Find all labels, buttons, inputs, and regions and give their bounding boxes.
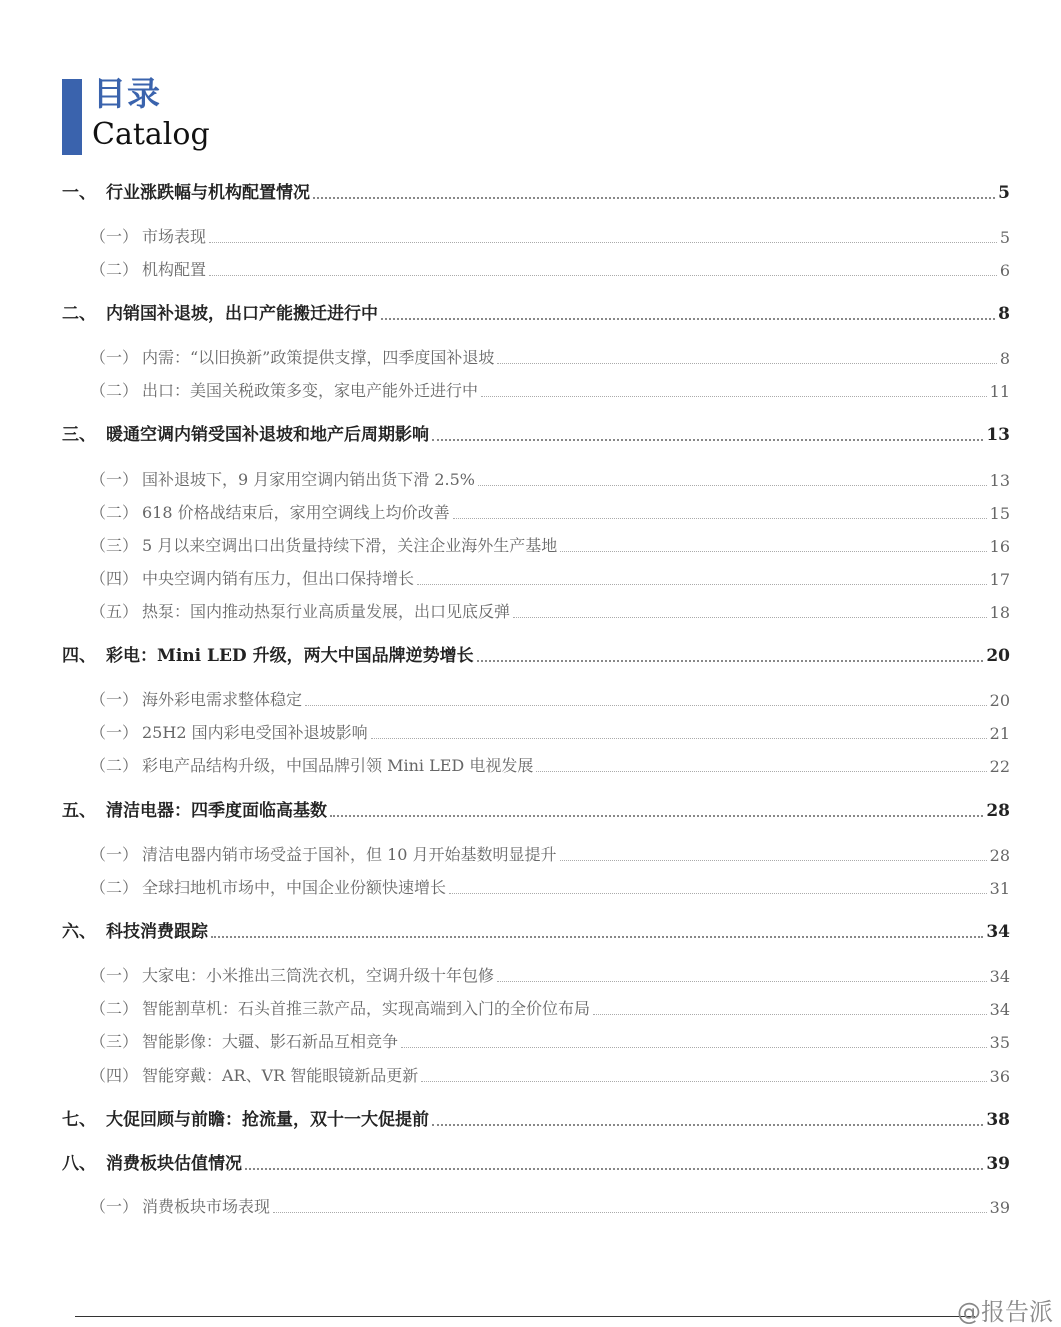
- toc-chapter-entry[interactable]: [62, 799, 1010, 821]
- toc-entry-page: 31: [989, 879, 1010, 898]
- watermark: @报告派: [957, 1298, 1053, 1326]
- toc-entry-number: （五）: [90, 602, 139, 621]
- toc-entry-page: 34: [986, 922, 1010, 942]
- toc-entry-page: 28: [989, 846, 1010, 865]
- toc-leader-dots: [536, 755, 986, 772]
- toc-entry-title: 彩电：Mini LED 升级，两大中国品牌逆势增长: [106, 646, 474, 666]
- toc-entry-page: 16: [989, 537, 1010, 556]
- toc-entry-title: 清洁电器：四季度面临高基数: [106, 801, 327, 821]
- toc-entry-page: 28: [986, 801, 1010, 821]
- toc-entry-title: 科技消费跟踪: [106, 922, 208, 942]
- toc-entry-page: 38: [986, 1110, 1010, 1130]
- toc-entry-title: 消费板块市场表现: [142, 1197, 271, 1216]
- toc-entry-number: （二）: [90, 260, 139, 279]
- toc-entry-title: 中央空调内销有压力，但出口保持增长: [142, 569, 415, 588]
- toc-leader-dots: [432, 422, 983, 441]
- toc-entry-title: 国补退坡下，9 月家用空调内销出货下滑 2.5%: [142, 470, 476, 489]
- toc-entry-title: 海外彩电需求整体稳定: [142, 690, 303, 709]
- toc-entry-page: 21: [989, 724, 1010, 743]
- toc-entry-number: （一）: [90, 227, 139, 246]
- toc-entry-number: 五、: [62, 801, 96, 821]
- toc-section-entry[interactable]: [62, 501, 1010, 523]
- toc-section-entry[interactable]: [62, 468, 1010, 490]
- toc-section-entry[interactable]: [62, 600, 1010, 622]
- toc-entry-number: （一）: [90, 470, 139, 489]
- toc-entry-title: 清洁电器内销市场受益于国补，但 10 月开始基数明显提升: [142, 845, 557, 864]
- toc-entry-title: 热泵：国内推动热泵行业高质量发展，出口见底反弹: [142, 602, 511, 621]
- toc-entry-title: 内销国补退坡，出口产能搬迁进行中: [106, 304, 378, 324]
- toc-section-entry[interactable]: [62, 567, 1010, 589]
- toc-section-entry[interactable]: [62, 876, 1010, 898]
- toc-leader-dots: [478, 469, 987, 486]
- toc-leader-dots: [560, 535, 986, 552]
- page-subtitle: Catalog: [92, 117, 210, 152]
- toc-entry-number: 八、: [62, 1154, 96, 1174]
- toc-entry-page: 5: [998, 183, 1010, 203]
- toc-entry-page: 35: [989, 1033, 1010, 1052]
- toc-chapter-entry[interactable]: [62, 181, 1010, 203]
- toc-leader-dots: [313, 180, 995, 199]
- toc-leader-dots: [381, 301, 995, 320]
- toc-entry-page: 8: [999, 349, 1010, 368]
- toc-entry-title: 行业涨跌幅与机构配置情况: [106, 183, 310, 203]
- toc-section-entry[interactable]: [62, 1064, 1010, 1086]
- toc-entry-page: 34: [989, 1000, 1010, 1019]
- toc-entry-title: 25H2 国内彩电受国补退坡影响: [142, 723, 368, 742]
- toc-entry-title: 消费板块估值情况: [106, 1154, 242, 1174]
- toc-entry-page: 22: [989, 757, 1010, 776]
- toc-section-entry[interactable]: [62, 997, 1010, 1019]
- toc-entry-title: 内需：“以旧换新”政策提供支撑，四季度国补退坡: [142, 348, 495, 367]
- toc-entry-number: （二）: [90, 756, 139, 775]
- toc-entry-page: 13: [986, 425, 1010, 445]
- toc-chapter-entry[interactable]: [62, 644, 1010, 666]
- toc-entry-title: 618 价格战结束后，家用空调线上均价改善: [142, 503, 450, 522]
- toc-entry-number: （二）: [90, 878, 139, 897]
- toc-entry-number: 七、: [62, 1110, 96, 1130]
- toc-leader-dots: [477, 643, 984, 662]
- toc-entry-title: 智能割草机：石头首推三款产品，实现高端到入门的全价位布局: [142, 999, 591, 1018]
- toc-entry-page: 39: [986, 1154, 1010, 1174]
- toc-leader-dots: [371, 722, 987, 739]
- page-title: 目录: [93, 74, 161, 113]
- toc-entry-title: 5 月以来空调出口出货量持续下滑，关注企业海外生产基地: [142, 536, 558, 555]
- toc-leader-dots: [497, 347, 996, 364]
- toc-entry-page: 18: [989, 603, 1010, 622]
- toc-entry-number: 三、: [62, 425, 96, 445]
- toc-leader-dots: [432, 1107, 983, 1126]
- toc-entry-title: 彩电产品结构升级，中国品牌引领 Mini LED 电视发展: [142, 756, 534, 775]
- toc-entry-page: 8: [998, 304, 1010, 324]
- toc-entry-number: （四）: [90, 1066, 139, 1085]
- toc-entry-page: 20: [986, 646, 1010, 666]
- toc-leader-dots: [417, 568, 987, 585]
- toc-entry-number: （一）: [90, 1197, 139, 1216]
- toc-entry-page: 36: [989, 1067, 1010, 1086]
- toc-entry-number: 四、: [62, 646, 96, 666]
- toc-entry-title: 大家电：小米推出三筒洗衣机，空调升级十年包修: [142, 966, 495, 985]
- toc-section-entry[interactable]: [62, 688, 1010, 710]
- toc-leader-dots: [421, 1065, 986, 1082]
- toc-section-entry[interactable]: [62, 225, 1010, 247]
- toc-leader-dots: [449, 877, 987, 894]
- toc-chapter-entry[interactable]: [62, 1152, 1010, 1174]
- toc-section-entry[interactable]: [62, 379, 1010, 401]
- toc-entry-number: （二）: [90, 999, 139, 1018]
- toc-chapter-entry[interactable]: [62, 302, 1010, 324]
- toc-leader-dots: [560, 844, 987, 861]
- toc-entry-page: 39: [989, 1198, 1010, 1217]
- toc-chapter-entry[interactable]: [62, 423, 1010, 445]
- toc-leader-dots: [209, 226, 997, 243]
- toc-leader-dots: [245, 1151, 983, 1170]
- toc-leader-dots: [453, 502, 987, 519]
- toc-leader-dots: [593, 998, 987, 1015]
- toc-entry-number: （三）: [90, 536, 139, 555]
- toc-entry-title: 机构配置: [142, 260, 207, 279]
- toc-entry-number: （一）: [90, 845, 139, 864]
- toc-entry-page: 5: [999, 228, 1010, 247]
- toc-section-entry[interactable]: [62, 1195, 1010, 1217]
- toc-chapter-entry[interactable]: [62, 1108, 1010, 1130]
- toc-entry-title: 全球扫地机市场中，中国企业份额快速增长: [142, 878, 447, 897]
- toc-leader-dots: [481, 380, 987, 397]
- toc-entry-title: 市场表现: [142, 227, 207, 246]
- toc-leader-dots: [513, 601, 987, 618]
- toc-entry-title: 出口：美国关税政策多变，家电产能外迁进行中: [142, 381, 479, 400]
- toc-entry-page: 13: [989, 471, 1010, 490]
- toc-section-entry[interactable]: [62, 843, 1010, 865]
- toc-entry-number: 一、: [62, 183, 96, 203]
- toc-section-entry[interactable]: [62, 721, 1010, 743]
- toc-entry-page: 15: [989, 504, 1010, 523]
- toc-section-entry[interactable]: [62, 258, 1010, 280]
- toc-chapter-entry[interactable]: [62, 920, 1010, 942]
- toc-leader-dots: [330, 798, 983, 817]
- toc-section-entry[interactable]: [62, 964, 1010, 986]
- toc-leader-dots: [401, 1031, 987, 1048]
- toc-entry-page: 11: [989, 382, 1010, 401]
- toc-entry-number: （一）: [90, 723, 139, 742]
- toc-section-entry[interactable]: [62, 534, 1010, 556]
- toc-entry-page: 6: [999, 261, 1010, 280]
- toc-entry-number: 二、: [62, 304, 96, 324]
- toc-section-entry[interactable]: [62, 346, 1010, 368]
- footer-divider: [75, 1316, 975, 1317]
- toc-entry-number: （一）: [90, 348, 139, 367]
- toc-entry-number: （二）: [90, 503, 139, 522]
- toc-entry-number: （四）: [90, 569, 139, 588]
- toc-entry-page: 34: [989, 967, 1010, 986]
- toc-section-entry[interactable]: [62, 754, 1010, 776]
- toc-leader-dots: [273, 1196, 987, 1213]
- toc-entry-number: （一）: [90, 966, 139, 985]
- toc-leader-dots: [211, 919, 983, 938]
- toc-section-entry[interactable]: [62, 1030, 1010, 1052]
- toc-leader-dots: [497, 965, 987, 982]
- toc-entry-page: 20: [989, 691, 1010, 710]
- toc-entry-title: 暖通空调内销受国补退坡和地产后周期影响: [106, 425, 429, 445]
- toc-leader-dots: [305, 689, 987, 706]
- toc-entry-title: 大促回顾与前瞻：抢流量，双十一大促提前: [106, 1110, 429, 1130]
- toc-entry-number: （三）: [90, 1032, 139, 1051]
- toc-entry-number: 六、: [62, 922, 96, 942]
- toc-entry-number: （一）: [90, 690, 139, 709]
- title-accent-bar: [62, 79, 82, 155]
- toc-leader-dots: [209, 259, 997, 276]
- toc-entry-page: 17: [989, 570, 1010, 589]
- toc-entry-title: 智能影像：大疆、影石新品互相竞争: [142, 1032, 399, 1051]
- toc-entry-title: 智能穿戴：AR、VR 智能眼镜新品更新: [142, 1066, 419, 1085]
- toc-entry-number: （二）: [90, 381, 139, 400]
